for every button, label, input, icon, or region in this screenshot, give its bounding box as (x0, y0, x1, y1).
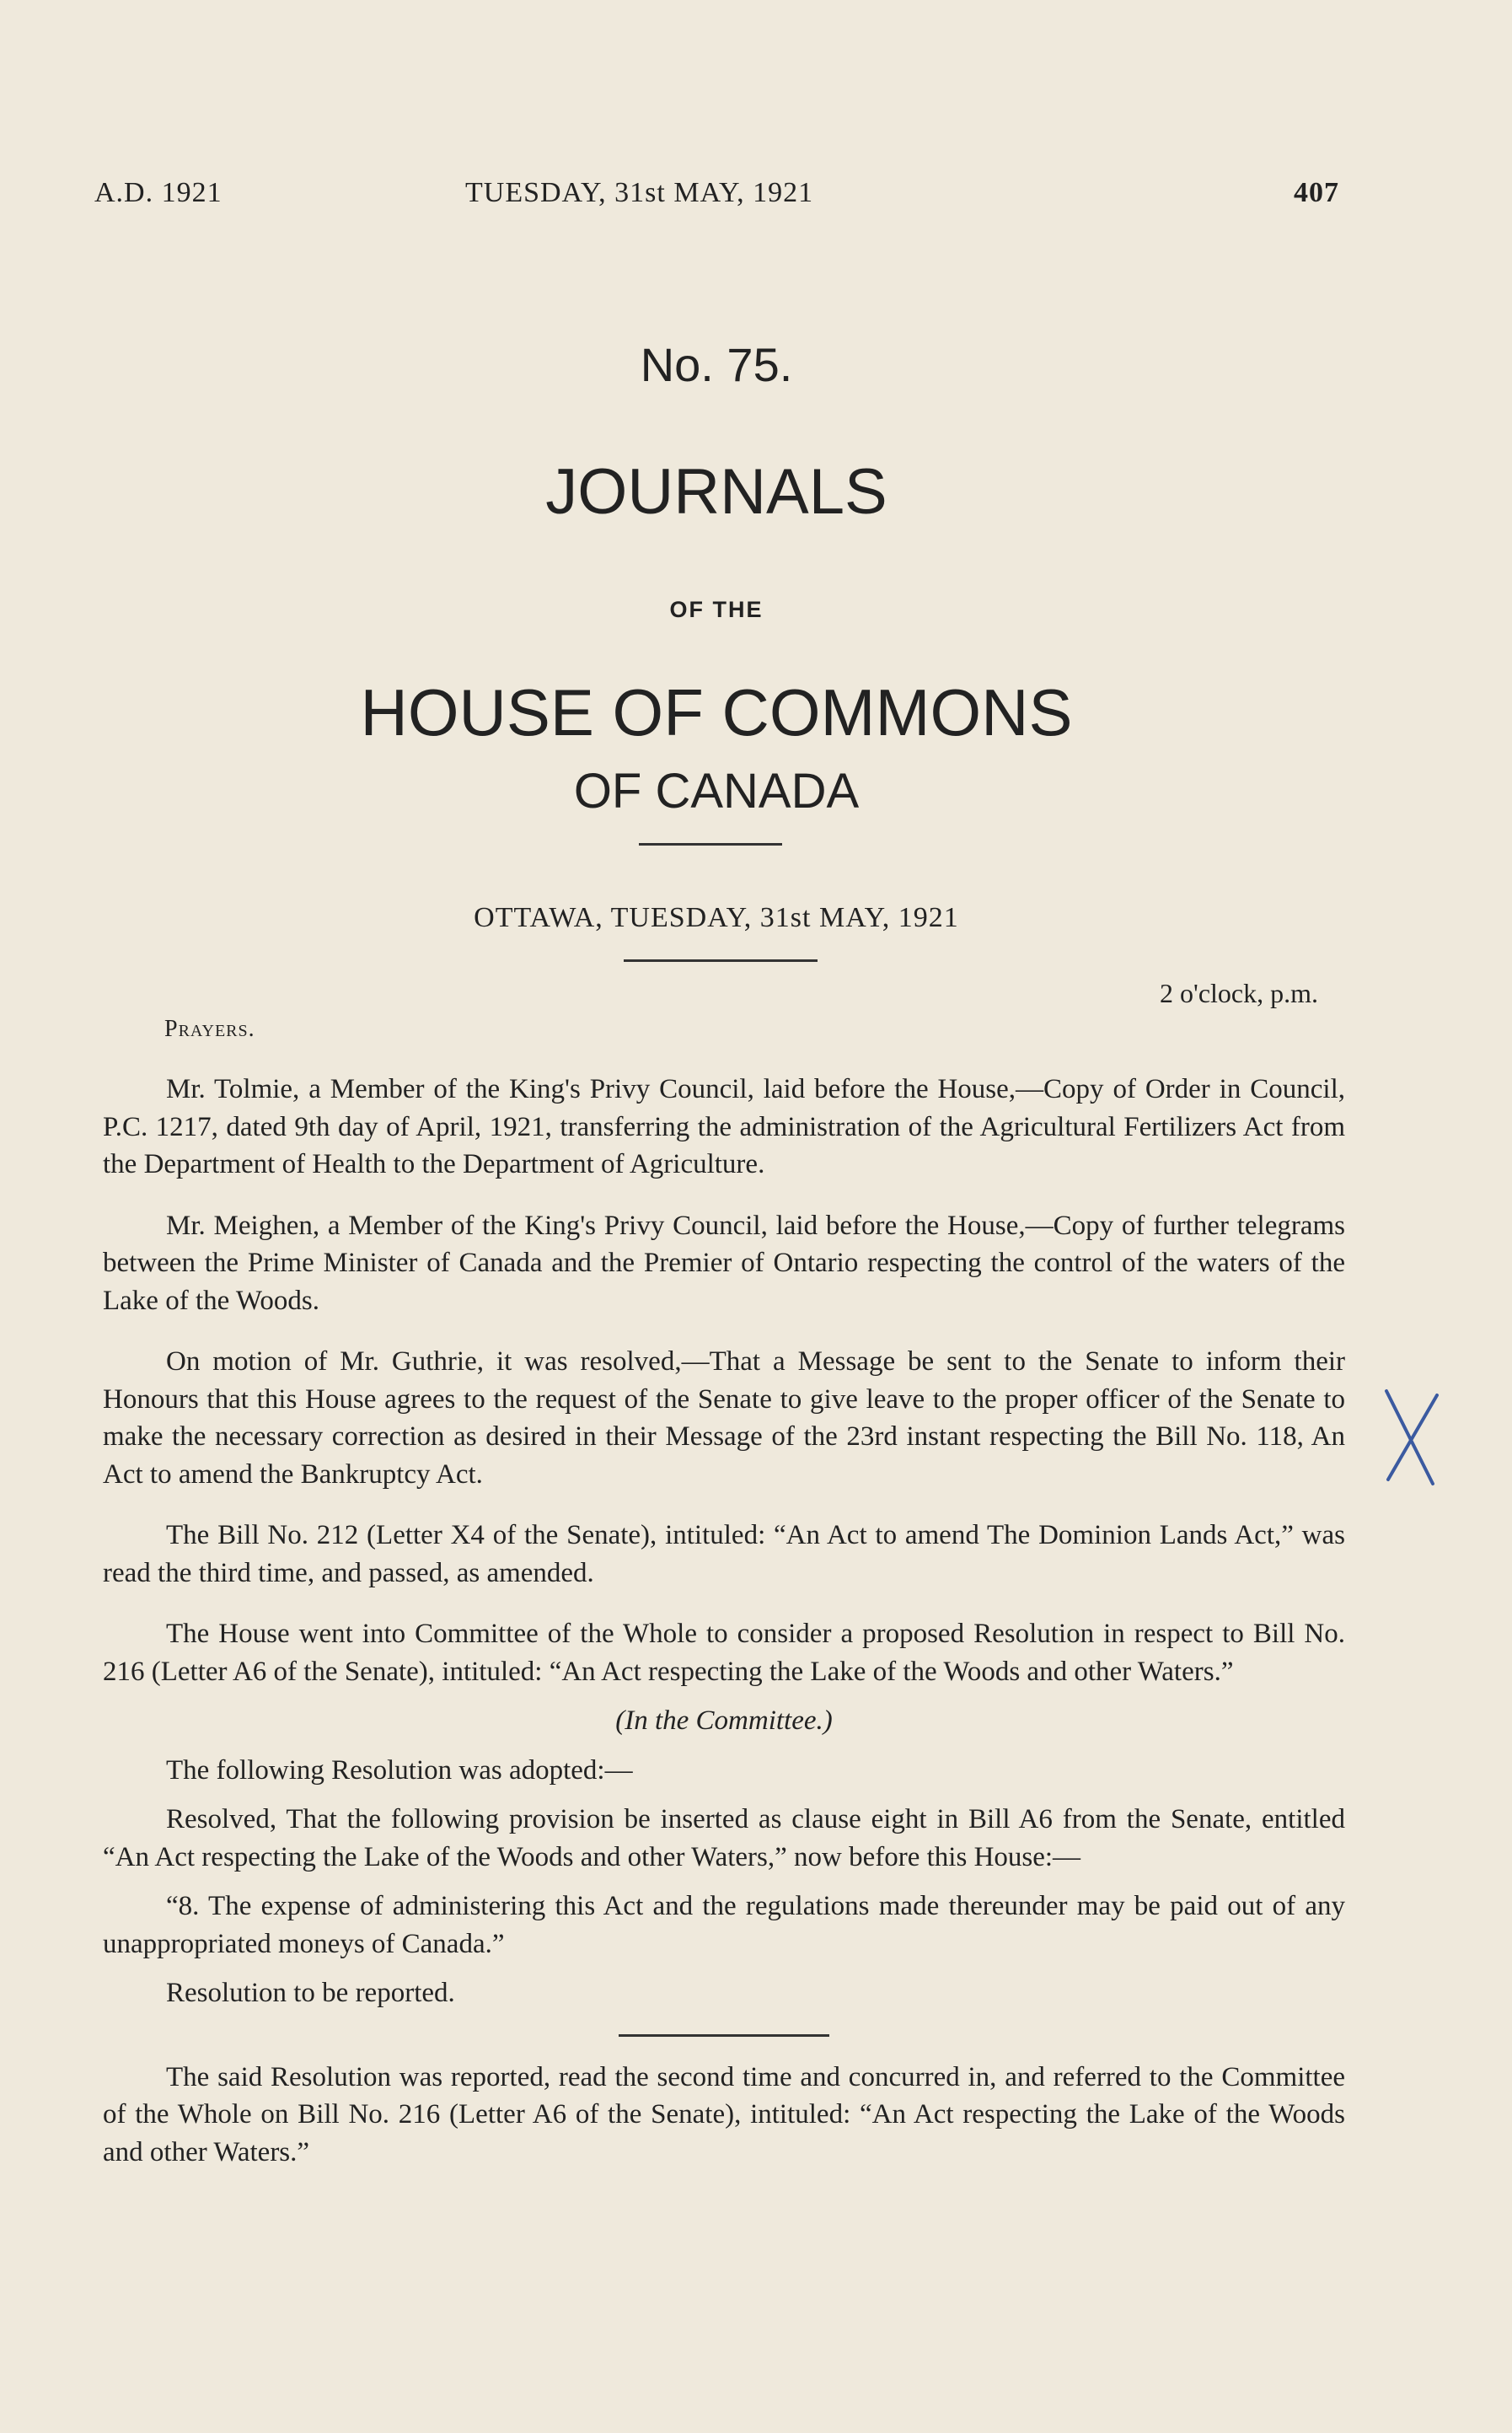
of-the-label: OF THE (669, 597, 764, 622)
pencil-x-mark (1378, 1383, 1445, 1492)
journal-number: No. 75. (640, 338, 793, 391)
paragraph-meighen: Mr. Meighen, a Member of the King's Privy Council, laid before the House,—Copy of further telegrams between the Prime Minister of Canada and the Premier of Ontario respecting the control of the waters of the Lake of the Woods. (103, 1210, 1345, 1316)
paragraph-tolmie: Mr. Tolmie, a Member of the King's Privy Council, laid before the House,—Copy of Order in Council, P.C. 1217, dated 9th day of April, 1921, transferring the administration of the Agricultural Fertilizers Act from the Department of Health to the Department of Agriculture. (103, 1074, 1345, 1179)
prayers-heading: Prayers. (164, 1016, 255, 1042)
paragraph-bill-212: The Bill No. 212 (Letter X4 of the Senate), intituled: “An Act to amend The Dominion Lands Act,” was read the third time, and passed, as amended. (103, 1520, 1345, 1588)
sitting-time: 2 o'clock, p.m. (1160, 978, 1318, 1008)
journals-title: JOURNALS (545, 456, 887, 528)
committee-text-3: “8. The expense of administering this Act and the regulations made thereunder may be paid out of any unappropriated moneys of Canada.” (103, 1891, 1345, 1959)
page-number: 407 (1294, 177, 1339, 208)
paragraph-guthrie-motion: On motion of Mr. Guthrie, it was resolved,—That a Message be sent to the Senate to inform their Honours that this House agrees to the request of the Senate to give leave to the proper officer of the Senate to make the necessary correction as desired in their Message of the 23rd instant respecting the Bill No. 118, An Act to amend the Bankruptcy Act. (103, 1346, 1345, 1490)
committee-text-4: Resolution to be reported. (166, 1978, 455, 2008)
house-title: HOUSE OF COMMONS (360, 675, 1073, 749)
dateline-rule (624, 959, 818, 962)
committee-text-2: Resolved, That the following provision be inserted as clause eight in Bill A6 from the Senate, entitled “An Act respecting the Lake of the Woods and other Waters,” now before this House:— (103, 1804, 1345, 1872)
proceedings (103, 1071, 1345, 2171)
committee-heading: (In the Committee.) (615, 1705, 833, 1736)
dateline: OTTAWA, TUESDAY, 31st MAY, 1921 (474, 902, 959, 933)
header-year: A.D. 1921 (94, 177, 223, 208)
title-rule (639, 843, 782, 846)
paragraph-resolution-reported: The said Resolution was reported, read the second time and concurred in, and referred to the Committee of the Whole on Bill No. 216 (Letter A6 of the Senate), intituled: “An Act respecting the Lake of the Woods and other Waters.” (103, 2061, 1345, 2167)
paragraph-committee-of-whole: The House went into Committee of the Whole to consider a proposed Resolution in respect to Bill No. 216 (Letter A6 of the Senate), intituled: “An Act respecting the Lake of the Woods and other Waters.” (103, 1619, 1345, 1687)
canada-title: OF CANADA (573, 764, 860, 819)
header-date: TUESDAY, 31st MAY, 1921 (465, 177, 814, 208)
section-rule (619, 2034, 829, 2037)
committee-text-1: The following Resolution was adopted:— (166, 1754, 633, 1786)
